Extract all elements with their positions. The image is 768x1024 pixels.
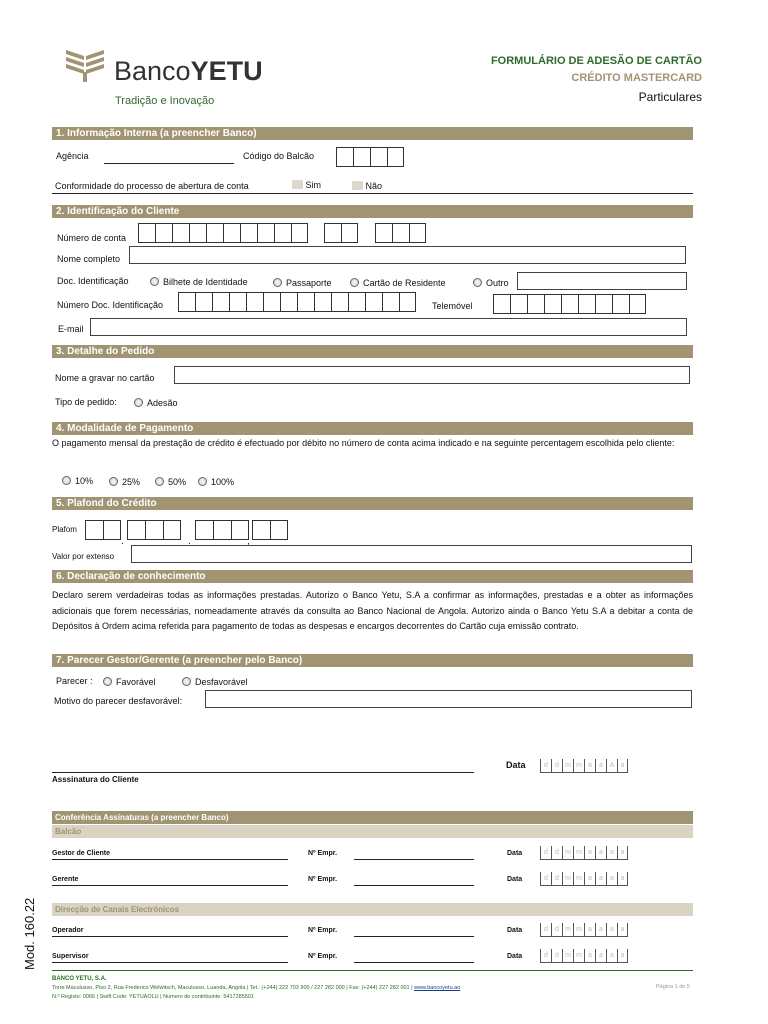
date-cell[interactable]: m (562, 949, 573, 963)
date-cell[interactable]: d (551, 949, 562, 963)
date-cell[interactable]: a (617, 872, 628, 886)
form-title-line1: FORMULÁRIO DE ADESÃO DE CARTÃO (490, 55, 702, 67)
gerente-label: Gerente (52, 876, 79, 883)
data-label: Data (507, 876, 523, 883)
numero-doc-cells[interactable] (178, 292, 416, 312)
date-cell[interactable]: m (562, 872, 573, 886)
radio-icon[interactable] (62, 476, 71, 485)
parecer-label: Parecer : (56, 676, 93, 686)
gerente-line[interactable] (52, 885, 288, 886)
date-cell[interactable]: a (595, 949, 606, 963)
supervisor-empr-line[interactable] (354, 962, 474, 963)
valor-extenso-input[interactable] (131, 545, 692, 563)
cartao-residente-radio[interactable] (350, 278, 446, 288)
data-gestor-cells[interactable] (540, 846, 628, 860)
valor-extenso-label: Valor por extenso (52, 552, 115, 561)
data-cliente-cells[interactable] (540, 759, 628, 773)
desfavoravel-label: Desfavorável (195, 677, 248, 687)
date-cell[interactable]: a (595, 759, 606, 773)
date-cell[interactable]: a (617, 759, 628, 773)
sim-label: Sim (305, 180, 322, 190)
plafom-cells-1[interactable] (85, 520, 121, 540)
codigo-balcao-cells[interactable] (336, 147, 404, 167)
numero-conta-label: Número de conta (57, 233, 127, 243)
separator-dot: . (188, 536, 191, 547)
data-operador-cells[interactable] (540, 923, 628, 937)
date-cell[interactable]: A (606, 759, 617, 773)
radio-icon[interactable] (182, 677, 191, 686)
date-cell[interactable]: a (606, 872, 617, 886)
footer-website-link[interactable]: www.bancoyetu.ao (414, 985, 461, 991)
section-7-header: 7. Parecer Gestor/Gerente (a preencher pelo Banco) (52, 654, 693, 667)
motivo-label: Motivo do parecer desfavorável: (54, 696, 183, 706)
date-cell[interactable]: a (595, 846, 606, 860)
date-cell[interactable]: m (562, 923, 573, 937)
nome-gravar-input[interactable] (174, 366, 690, 384)
date-cell[interactable]: m (573, 846, 584, 860)
assinatura-line[interactable] (52, 772, 474, 773)
date-cell[interactable]: d (551, 923, 562, 937)
form-title-line2: CRÉDITO MASTERCARD (571, 72, 702, 84)
nome-gravar-label: Nome a gravar no cartão (55, 373, 155, 383)
date-cell[interactable]: a (584, 846, 595, 860)
logo-text (114, 56, 263, 87)
date-cell[interactable]: m (573, 923, 584, 937)
motivo-input[interactable] (205, 690, 692, 708)
date-cell[interactable]: d (551, 759, 562, 773)
data-label: Data (507, 953, 523, 960)
outro-label: Outro (486, 278, 509, 288)
agencia-label: Agência (56, 151, 89, 161)
radio-icon[interactable] (134, 398, 143, 407)
plafom-label: Plafom (52, 525, 77, 534)
radio-icon[interactable] (109, 477, 118, 486)
footer-registo: N.º Registo: 0066 | Swift Code: YETUAOLU | Numero de contribuinte: 5417285501 (52, 994, 254, 1000)
conferencia-header: Conferência Assinaturas (a preencher Banco) (52, 811, 693, 824)
opt-10-radio[interactable] (62, 476, 93, 486)
adesao-label: Adesão (147, 398, 178, 408)
date-cell[interactable]: a (584, 759, 595, 773)
opt-100-label: 100% (211, 477, 235, 487)
date-cell[interactable]: m (573, 949, 584, 963)
numero-conta-cells[interactable] (138, 223, 308, 243)
gestor-label: Gestor de Cliente (52, 850, 110, 857)
numero-conta-suffix-cells[interactable] (375, 223, 426, 243)
section-6-header: 6. Declaração de conhecimento (52, 570, 693, 583)
bilhete-radio[interactable] (150, 277, 248, 287)
date-cell[interactable]: d (540, 759, 551, 773)
date-cell[interactable]: a (617, 949, 628, 963)
radio-icon[interactable] (273, 278, 282, 287)
date-cell[interactable]: a (606, 949, 617, 963)
gerente-empr-line[interactable] (354, 885, 474, 886)
favoravel-radio[interactable] (103, 677, 156, 687)
date-cell[interactable]: m (562, 759, 573, 773)
opt-50-radio[interactable] (155, 477, 186, 487)
plafom-cells-4[interactable] (252, 520, 288, 540)
sim-checkbox[interactable] (292, 180, 321, 190)
bilhete-label: Bilhete de Identidade (163, 277, 248, 287)
radio-icon[interactable] (198, 477, 207, 486)
section-3-header: 3. Detalhe do Pedido (52, 345, 693, 358)
logo-tagline: Tradição e Inovação (115, 95, 215, 107)
date-cell[interactable]: a (606, 846, 617, 860)
doc-identificacao-label: Doc. Identificação (57, 276, 129, 286)
n-empr-label: Nº Empr. (308, 927, 338, 934)
date-cell[interactable]: d (540, 923, 551, 937)
date-cell[interactable]: m (562, 846, 573, 860)
nao-box[interactable] (352, 181, 363, 190)
passaporte-label: Passaporte (286, 278, 332, 288)
date-cell[interactable]: a (606, 923, 617, 937)
email-label: E-mail (58, 324, 84, 334)
operador-line[interactable] (52, 936, 288, 937)
footer-address (52, 985, 460, 991)
date-cell[interactable]: d (551, 846, 562, 860)
date-cell[interactable]: m (573, 872, 584, 886)
date-cell[interactable]: a (584, 949, 595, 963)
footer-address-text: Torre Maculusso, Piso 2, Rua Frederico Welwitsch, Maculusso, Luanda, Angola | Tel.: (+244) 222 703 900 / 227 282 000 | Fax: (+244) 227 282 001 | (52, 985, 415, 991)
gestor-empr-line[interactable] (354, 859, 474, 860)
logo-name-light: Banco (114, 56, 191, 86)
conformidade-label: Conformidade do processo de abertura de conta (55, 181, 249, 191)
operador-empr-line[interactable] (354, 936, 474, 937)
tipo-pedido-label: Tipo de pedido: (55, 397, 117, 407)
radio-icon[interactable] (473, 278, 482, 287)
logo-name-bold: YETU (190, 56, 263, 86)
declaracao-text: Declaro serem verdadeiras todas as informações prestadas. Autorizo o Banco Yetu, S.A a confirmar as informações, prestadas e a obter as informações adicionais que forem necessárias, nomeadamente através da consulta ao Banco Nacional de Angola. Autorizo ainda o Banco Yetu S.A a debitar a conta de Depósitos à Ordem acima referida para pagamento de todas as despesas e encargos decorrentes do Cartão cuja emissão contrato. (52, 590, 693, 631)
form-subtitle: Particulares (638, 90, 702, 104)
logo-mark-icon (64, 48, 106, 84)
nome-completo-label: Nome completo (57, 254, 121, 264)
numero-conta-check-cells[interactable] (324, 223, 358, 243)
date-cell[interactable]: a (584, 872, 595, 886)
radio-icon[interactable] (150, 277, 159, 286)
supervisor-line[interactable] (52, 962, 288, 963)
radio-icon[interactable] (103, 677, 112, 686)
radio-icon[interactable] (155, 477, 164, 486)
balcao-subheader: Balcão (52, 825, 693, 838)
cartao-residente-label: Cartão de Residente (363, 278, 446, 288)
adesao-radio[interactable] (134, 398, 178, 408)
section-4-header: 4. Modalidade de Pagamento (52, 422, 693, 435)
opt-10-label: 10% (75, 476, 94, 486)
data-label: Data (507, 927, 523, 934)
divider (52, 193, 693, 194)
data-supervisor-cells[interactable] (540, 949, 628, 963)
page-number: Página 1 de 5 (656, 984, 690, 990)
desfavoravel-radio[interactable] (182, 677, 248, 687)
opt-25-radio[interactable] (109, 477, 140, 487)
section-2-header: 2. Identificação do Cliente (52, 205, 693, 218)
date-cell[interactable]: d (540, 846, 551, 860)
email-input[interactable] (90, 318, 687, 336)
direccao-subheader: Direcção de Canais Electrónicos (52, 903, 693, 916)
n-empr-label: Nº Empr. (308, 876, 338, 883)
footer-divider (52, 970, 693, 971)
passaporte-radio[interactable] (273, 278, 332, 288)
assinatura-label: Asssinatura do Cliente (52, 775, 139, 784)
nao-label: Não (365, 181, 383, 191)
gestor-line[interactable] (52, 859, 288, 860)
data-label: Data (507, 850, 523, 857)
plafom-cells-3[interactable] (195, 520, 249, 540)
section-1-header: 1. Informação Interna (a preencher Banco) (52, 127, 693, 140)
sim-box[interactable] (292, 180, 303, 189)
nome-completo-input[interactable] (129, 246, 686, 264)
n-empr-label: Nº Empr. (308, 953, 338, 960)
date-cell[interactable]: a (584, 923, 595, 937)
date-cell[interactable]: d (551, 872, 562, 886)
logo (64, 48, 274, 110)
n-empr-label: Nº Empr. (308, 850, 338, 857)
codigo-balcao-label: Código do Balcão (243, 151, 315, 161)
data-gerente-cells[interactable] (540, 872, 628, 886)
date-cell[interactable]: d (540, 872, 551, 886)
operador-label: Operador (52, 927, 84, 934)
telemovel-label: Telemóvel (432, 301, 473, 311)
nao-checkbox[interactable] (352, 181, 382, 191)
data-label: Data (506, 760, 526, 770)
plafom-cells-2[interactable] (127, 520, 181, 540)
telemovel-cells[interactable] (493, 294, 646, 314)
separator-comma: , (247, 536, 250, 547)
numero-doc-label: Número Doc. Identificação (57, 300, 164, 310)
date-cell[interactable]: a (595, 872, 606, 886)
modalidade-text: O pagamento mensal da prestação de crédito é efectuado por débito no número de conta acima indicado e na seguinte percentagem escolhida pelo cliente: (52, 438, 675, 448)
footer-company: BANCO YETU, S.A. (52, 976, 107, 982)
mod-label: Mod. 160.22 (22, 897, 37, 970)
opt-50-label: 50% (168, 477, 187, 487)
section-5-header: 5. Plafond do Crédito (52, 497, 693, 510)
separator-dot: . (121, 536, 124, 547)
date-cell[interactable]: a (595, 923, 606, 937)
supervisor-label: Supervisor (52, 953, 89, 960)
outro-radio[interactable] (473, 278, 509, 288)
date-cell[interactable]: d (540, 949, 551, 963)
radio-icon[interactable] (350, 278, 359, 287)
agencia-field[interactable] (104, 163, 234, 164)
opt-25-label: 25% (122, 477, 141, 487)
outro-input[interactable] (517, 272, 687, 290)
date-cell[interactable]: a (617, 846, 628, 860)
date-cell[interactable]: m (573, 759, 584, 773)
favoravel-label: Favorável (116, 677, 156, 687)
opt-100-radio[interactable] (198, 477, 234, 487)
date-cell[interactable]: a (617, 923, 628, 937)
